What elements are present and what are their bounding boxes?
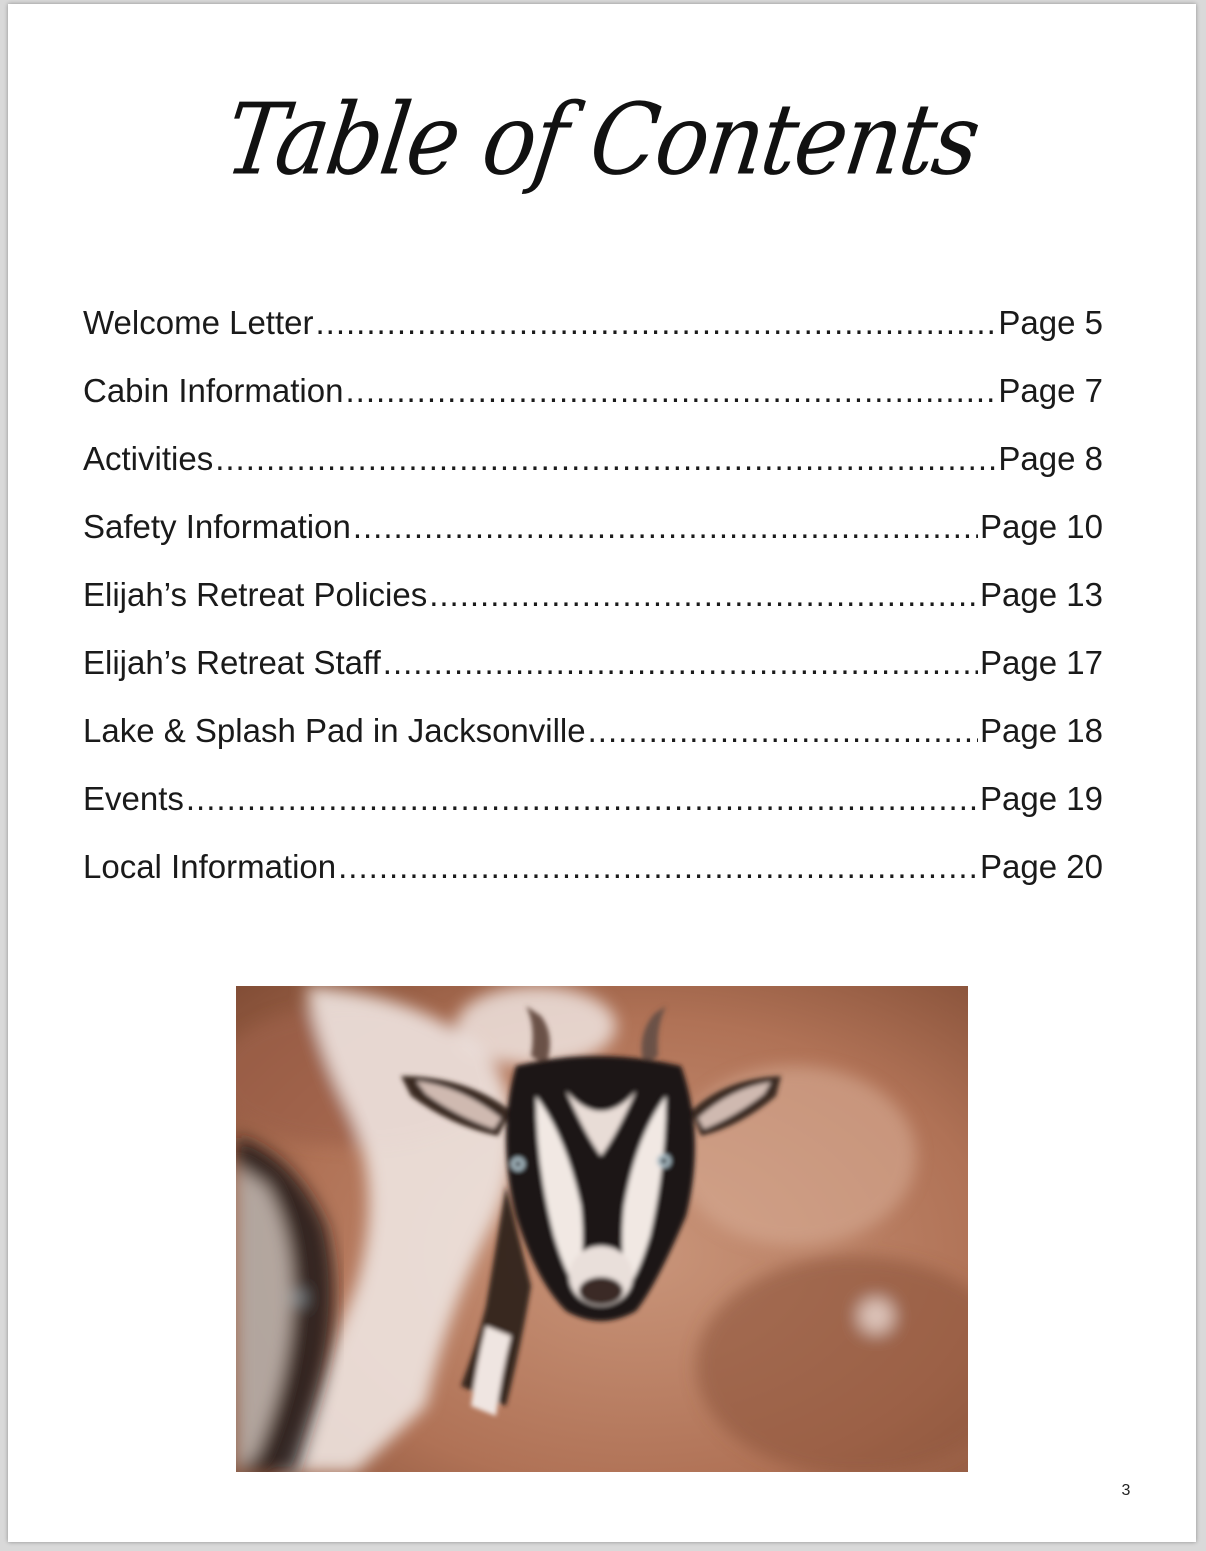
toc-dot-leader [345,372,996,410]
toc-entry [83,508,1103,576]
toc-entry [83,576,1103,644]
toc-entry-page: Page 8 [998,440,1103,477]
toc-entry-label: Elijah’s Retreat Policies [83,576,428,613]
toc-dot-leader [588,712,978,750]
toc-entry [83,372,1103,440]
toc-entry-page: Page 18 [980,712,1103,749]
document-page [8,4,1196,1542]
toc-entry-label: Events [83,780,184,817]
toc-entry-label: Cabin Information [83,372,344,409]
toc-entry [83,848,1103,916]
toc-entry-label: Local Information [83,848,337,885]
toc-entry-label: Elijah’s Retreat Staff [83,644,381,681]
toc-entry-page: Page 13 [980,576,1103,613]
toc-entry-label: Welcome Letter [83,304,314,341]
toc-entry-page: Page 17 [980,644,1103,681]
page-title: Table of Contents [218,81,986,198]
toc-entry-page: Page 20 [980,848,1103,885]
toc-entry-page: Page 7 [998,372,1103,409]
toc-dot-leader [186,780,978,818]
page-number: 3 [1121,1482,1131,1499]
toc-entry-page: Page 19 [980,780,1103,817]
toc-entry-label: Lake & Splash Pad in Jacksonville [83,712,586,749]
table-of-contents [83,304,1103,916]
toc-entry-label: Safety Information [83,508,351,545]
toc-entry [83,304,1103,372]
toc-entry-label: Activities [83,440,214,477]
toc-entry-page: Page 5 [998,304,1103,341]
toc-entry [83,644,1103,712]
toc-entry-page: Page 10 [980,508,1103,545]
toc-dot-leader [215,440,996,478]
toc-dot-leader [383,644,978,682]
goat-photo [236,986,968,1472]
toc-dot-leader [429,576,978,614]
toc-entry [83,780,1103,848]
toc-entry [83,440,1103,508]
toc-dot-leader [315,304,996,342]
toc-entry [83,712,1103,780]
toc-dot-leader [338,848,978,886]
toc-dot-leader [353,508,978,546]
